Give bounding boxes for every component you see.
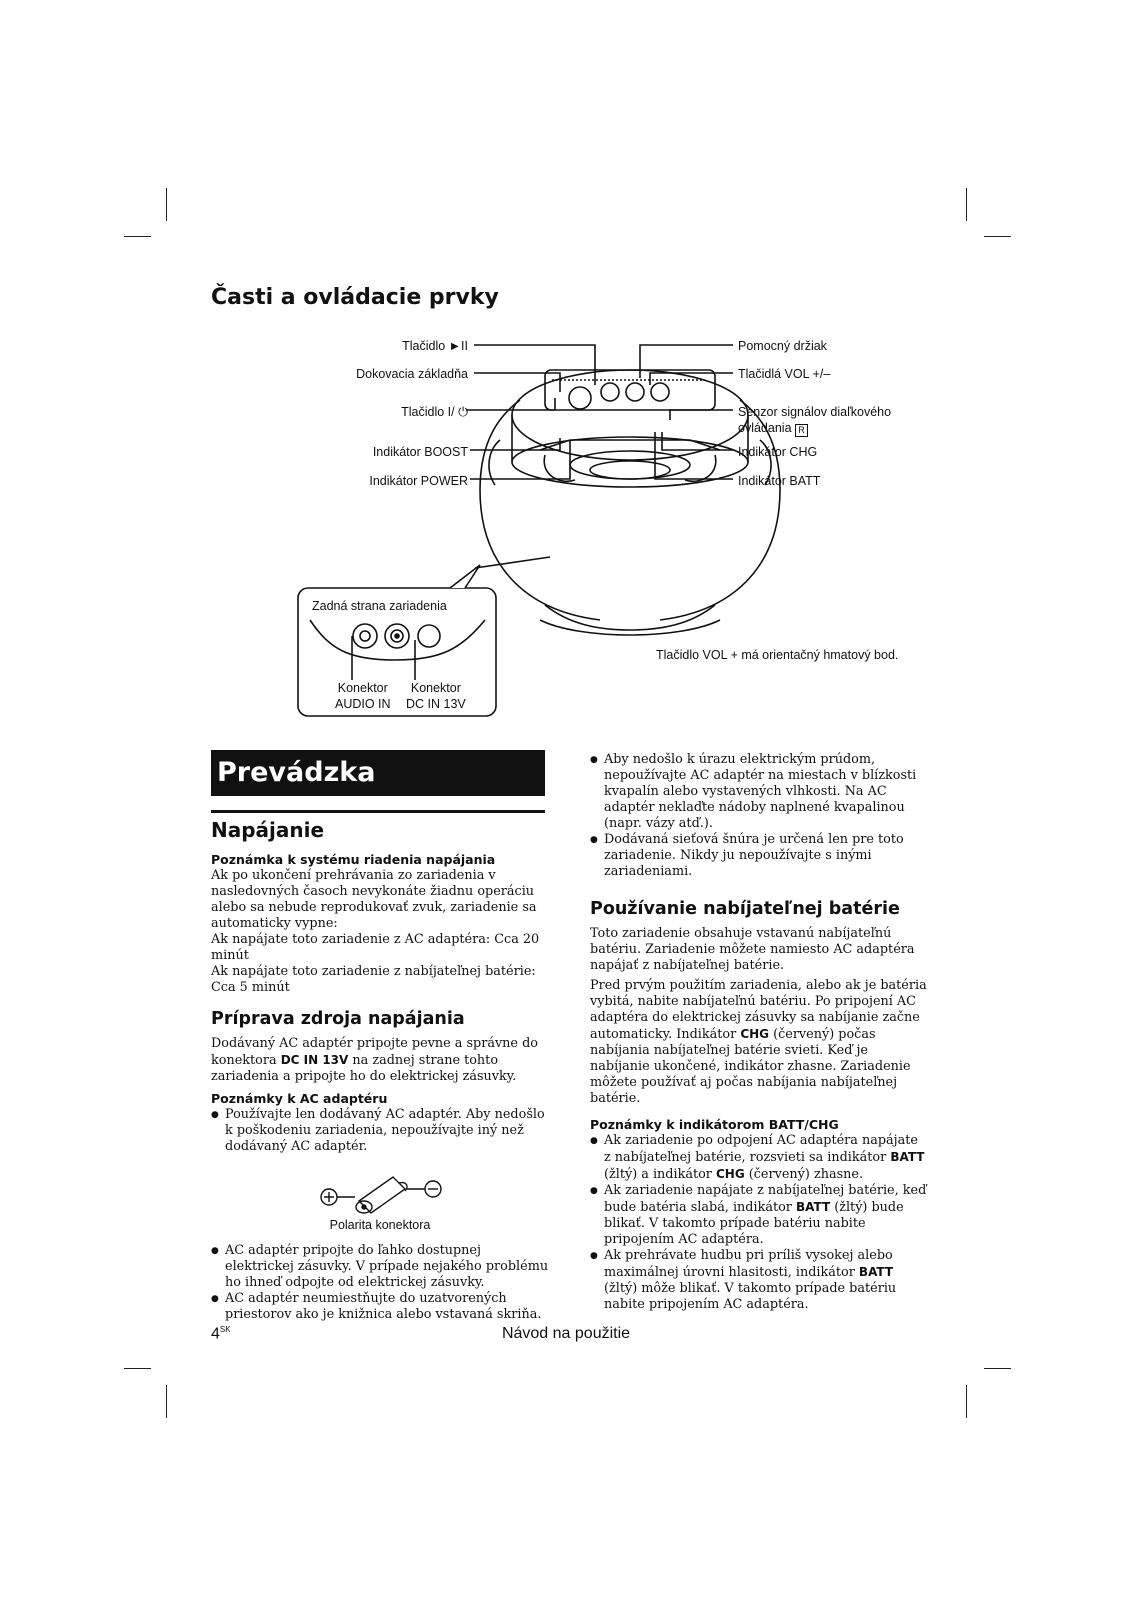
label-play-pause-button: Tlačidlo ►II bbox=[402, 339, 468, 353]
operation-banner: Prevádzka bbox=[211, 750, 545, 796]
label-power-indicator: Indikátor POWER bbox=[369, 474, 468, 488]
label-docking-base: Dokovacia základňa bbox=[356, 367, 468, 381]
section-rule bbox=[211, 810, 545, 813]
power-source-text: Dodávaný AC adaptér pripojte pevne a správne do konektora DC IN 13V na zadnej strane tohto zariadenia a pripojte ho do elektrickej zásuvky. bbox=[211, 1036, 538, 1084]
battery-paragraph-1: Toto zariadenie obsahuje vstavanú nabíjateľnú batériu. Zariadenie môžete namiesto AC adaptéra napájať z nabíjateľnej batérie. bbox=[590, 926, 915, 973]
power-supply-heading: Napájanie bbox=[211, 818, 325, 842]
battery-paragraph-2: Pred prvým použitím zariadenia, alebo ak je batéria vybitá, nabite nabíjateľnú batériu. Po pripojení AC adaptéra do elektrickej zásuvky sa nabíjanie začne automaticky. Indikátor CHG (červený) počas nabíjania nabíjateľnej batérie svieti. Keď je nabíjanie ukončené, indikátor zhasne. Zariadenie môžete používať aj počas nabíjania nabíjateľnej batérie. bbox=[590, 978, 927, 1106]
list-item: ● Ak zariadenie napájate z nabíjateľnej batérie, keď bude batéria slabá, indikátor BATT (žltý) bude blikať. V takomto prípade batériu nabite pripojením AC adaptéra. bbox=[590, 1183, 928, 1248]
plug-polarity-icon bbox=[211, 1155, 549, 1217]
list-item: ● AC adaptér neumiestňujte do uzatvorených priestorov ako je knižnica alebo vstavaná skriňa. bbox=[211, 1291, 549, 1323]
right-column bbox=[590, 752, 928, 1313]
vol-tactile-note: Tlačidlo VOL + má orientačný hmatový bod. bbox=[656, 648, 899, 662]
list-item: ● AC adaptér pripojte do ľahko dostupnej elektrickej zásuvky. V prípade nejakého problému ho ihneď odpojte od elektrickej zásuvky. bbox=[211, 1243, 549, 1291]
crop-mark bbox=[124, 1368, 151, 1369]
label-chg-indicator: Indikátor CHG bbox=[738, 445, 818, 459]
crop-mark bbox=[984, 1368, 1011, 1369]
list-item: ● Dodávaná sieťová šnúra je určená len pre toto zariadenie. Nikdy ju nepoužívajte s inými zariadeniami. bbox=[590, 832, 928, 880]
list-item: ● Ak prehrávate hudbu pri príliš vysokej alebo maximálnej úrovni hlasitosti, indikátor BATT (žltý) môže blikať. V takomto prípade batériu nabite pripojením AC adaptéra. bbox=[590, 1248, 928, 1313]
crop-mark bbox=[166, 1385, 167, 1418]
list-item: ● Používajte len dodávaný AC adaptér. Aby nedošlo k poškodeniu zariadenia, nepoužívajte iný než dodávaný AC adaptér. bbox=[211, 1107, 549, 1155]
speaker-diagram bbox=[0, 0, 1132, 740]
power-source-heading: Príprava zdroja napájania bbox=[211, 1009, 465, 1029]
ac-adapter-notes-list-2 bbox=[211, 1243, 549, 1323]
indicator-notes-list bbox=[590, 1133, 928, 1313]
crop-mark bbox=[966, 1385, 967, 1418]
footer-title: Návod na použitie bbox=[501, 1325, 631, 1342]
remote-sensor-icon: R bbox=[795, 424, 808, 437]
power-management-note-batt-time: Cca 5 minút bbox=[211, 980, 290, 995]
label-remote-sensor: Senzor signálov diaľkového bbox=[738, 405, 892, 419]
label-batt-indicator: Indikátor BATT bbox=[738, 474, 821, 488]
battery-heading: Používanie nabíjateľnej batérie bbox=[590, 899, 900, 919]
safety-list bbox=[590, 752, 928, 880]
label-boost-indicator: Indikátor BOOST bbox=[372, 445, 468, 459]
dc-in-label: Konektor DC IN 13V bbox=[406, 681, 466, 711]
ac-adapter-notes-list bbox=[211, 1107, 549, 1155]
polarity-caption: Polarita konektora bbox=[329, 1218, 431, 1232]
ac-adapter-notes-title: Poznámky k AC adaptéru bbox=[211, 1091, 388, 1106]
power-management-note-body: Ak po ukončení prehrávania zo zariadenia v nasledovných časoch nevykonáte žiadnu operáciu alebo sa nebude reprodukovať zvuk, zariadenie sa automaticky vypne: bbox=[211, 868, 537, 931]
parts-title: Časti a ovládacie prvky bbox=[211, 285, 499, 310]
label-vol-buttons: Tlačidlá VOL +/– bbox=[738, 367, 831, 381]
list-item: ● Ak zariadenie po odpojení AC adaptéra napájate z nabíjateľnej batérie, rozsvieti sa indikátor BATT (žltý) a indikátor CHG (červený) zhasne. bbox=[590, 1133, 928, 1183]
page-number: $4^{SK}$ bbox=[211, 1325, 231, 1343]
list-item: ● Aby nedošlo k úrazu elektrickým prúdom, nepoužívajte AC adaptér na miestach v blízkosti kvapalín alebo vystavených vlhkosti. Na AC adaptér neklaďte nádoby naplnené kvapalinou (napr. vázy atď.). bbox=[590, 752, 928, 832]
label-aux-holder: Pomocný držiak bbox=[738, 339, 827, 353]
label-power-button: Tlačidlo I/ ⏻ bbox=[401, 405, 468, 419]
back-side-title: Zadná strana zariadenia bbox=[312, 599, 447, 613]
polarity-figure bbox=[211, 1155, 549, 1235]
indicator-notes-title: Poznámky k indikátorom BATT/CHG bbox=[590, 1117, 839, 1132]
power-management-note-title: Poznámka k systému riadenia napájania bbox=[211, 852, 496, 867]
left-column bbox=[211, 818, 549, 1323]
power-management-note-batt: Ak napájate toto zariadenie z nabíjateľnej batérie: bbox=[211, 964, 536, 979]
label-remote-sensor-line2: ovládania R bbox=[738, 420, 808, 437]
audio-in-label: Konektor AUDIO IN bbox=[335, 681, 391, 711]
power-management-note-ac: Ak napájate toto zariadenie z AC adaptéra: Cca 20 minút bbox=[211, 932, 540, 963]
